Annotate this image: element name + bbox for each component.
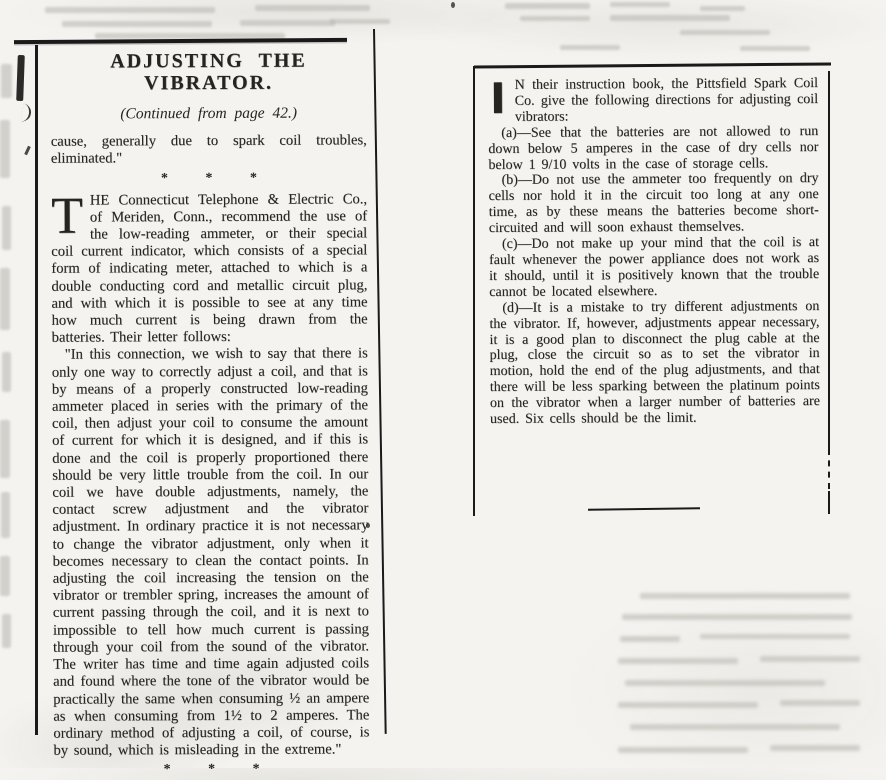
drop-cap: T xyxy=(51,187,84,245)
scan-smudge xyxy=(740,46,810,51)
scan-smudge xyxy=(240,20,335,26)
scan-smudge xyxy=(330,19,390,24)
paragraph-text: HE Connecticut Telephone & Electric Co., of Meriden, Conn., recommend the use of the low-reading ammeter, or their special coil current indicator, which consists of a special form of indicating meter, attached to which is a double conducting cord and metallic circuit plug, and with which it is possible to see at any time how much current is being drawn from the batteries. Their letter follows: xyxy=(51,190,368,346)
article-title: ADJUSTING THE VIBRATOR. xyxy=(110,49,307,95)
scan-smudge xyxy=(780,700,860,706)
paragraph: "In this connection, we wish to say that there is only one way to correctly adjust a coil, and that is by means of a properly constructed low-reading ammeter placed in series with the primary of the coil, then adjust your coil to consume the amount of current for which it is designed, and if this is done and the coil is properly proportioned there should be very little trouble from the coil. In our coil we have double adjustments, namely, the contact screw adjustment and the vibrator adjustment. In ordinary practice it is not necessary to change the vibrator adjustment, only when it becomes necessary to clean the contact points. In adjusting the coil increasing the tension on the vibrator or trembler spring, increases the amount of current passing through the coil, and it is next to impossible to tell how much current is passing through your coil from the sound of the vibrator. The writer has time and time again adjusted coils and found where the tone of the vibrator would be practically the same when consuming ½ an ampere as when consuming from 1½ to 2 amperes. The ordinary method of adjusting a coil, of course, is by sound, which is misleading in the extreme." xyxy=(51,345,370,759)
ink-speck xyxy=(451,2,455,8)
scan-smudge xyxy=(560,45,620,50)
scan-smudge xyxy=(622,614,852,620)
scan-smudge xyxy=(760,656,860,662)
right-column-top-rule xyxy=(474,62,831,68)
scan-smudge xyxy=(625,680,825,686)
section-separator: * * * xyxy=(160,170,273,186)
scan-smudge xyxy=(2,352,11,392)
scan-smudge xyxy=(1,492,10,538)
scan-smudge xyxy=(618,658,738,664)
scan-smudge xyxy=(520,16,590,21)
continued-from-note: (Continued from page 42.) xyxy=(120,104,298,123)
right-column-right-rule xyxy=(828,491,830,514)
paragraph xyxy=(488,73,819,126)
left-column-left-rule xyxy=(35,45,38,735)
direction-item-d: (d)—It is a mistake to try different adjustments on the vibrator. If, however, adjustments appear necessary, it is a good plan to disconnect the plug cable at the plug, close the circuit so as to set the vibrator in motion, hold the end of the plug adjustments, and that there will be less sparking between the platinum points on the vibrator when a larger number of batteries are used. Six cells should be the limit. xyxy=(489,298,820,428)
scan-smudge xyxy=(0,120,10,178)
scan-smudge xyxy=(610,2,670,7)
binding-mark xyxy=(24,146,31,155)
scan-smudge xyxy=(62,21,212,27)
scan-smudge xyxy=(255,5,370,11)
left-column-top-rule xyxy=(14,38,347,44)
scan-smudge xyxy=(700,634,850,639)
left-column-right-rule xyxy=(373,29,387,734)
direction-item-c: (c)—Do not make up your mind that the coil is at fault whenever the power appliance does not work as it should, until it is positively known that the trouble cannot be located elsewhere. xyxy=(489,235,820,300)
binding-mark xyxy=(21,103,32,122)
scan-smudge xyxy=(770,745,860,751)
direction-item-a: (a)—See that the batteries are not allowed to run down below 5 amperes in the case of dry cells nor below 1 9/10 volts in the case of storage cells. xyxy=(488,123,819,173)
scan-smudge xyxy=(618,702,758,708)
drop-cap: I xyxy=(489,73,506,123)
right-column-right-rule-dashed xyxy=(828,449,830,489)
scan-smudge xyxy=(680,30,770,35)
scan-smudge xyxy=(45,7,215,13)
scan-smudge xyxy=(610,15,730,21)
scan-smudge xyxy=(0,420,10,478)
right-column-right-rule xyxy=(828,71,830,449)
scan-smudge xyxy=(2,206,11,250)
right-column xyxy=(488,73,820,428)
paragraph: cause, generally due to spark coil troubles, eliminated." xyxy=(50,132,367,168)
scan-smudge xyxy=(0,268,10,330)
scan-smudge xyxy=(2,614,11,648)
left-column xyxy=(50,49,369,780)
right-column-left-rule xyxy=(473,66,475,516)
scan-smudge xyxy=(700,6,745,11)
scan-smudge xyxy=(0,556,10,596)
paragraph xyxy=(51,187,368,347)
scan-smudge xyxy=(505,3,590,9)
section-separator: * * * xyxy=(163,762,276,778)
scan-smudge xyxy=(618,747,748,753)
paragraph-text: N their instruction book, the Pittsfield Spark Coil Co. give the following directions for adjusting coil vibrators: xyxy=(514,75,819,125)
scan-smudge xyxy=(640,593,850,599)
end-of-article-rule xyxy=(588,507,700,511)
scan-smudge xyxy=(630,724,840,730)
scan-smudge xyxy=(1,64,12,98)
binding-mark xyxy=(16,55,25,101)
direction-item-b: (b)—Do not use the ammeter too frequently on dry cells nor hold it in the circuit too long at any one time, as by these means the batteries become short-circuited and will soon exhaust themselves. xyxy=(488,171,819,237)
scan-smudge xyxy=(620,636,680,642)
